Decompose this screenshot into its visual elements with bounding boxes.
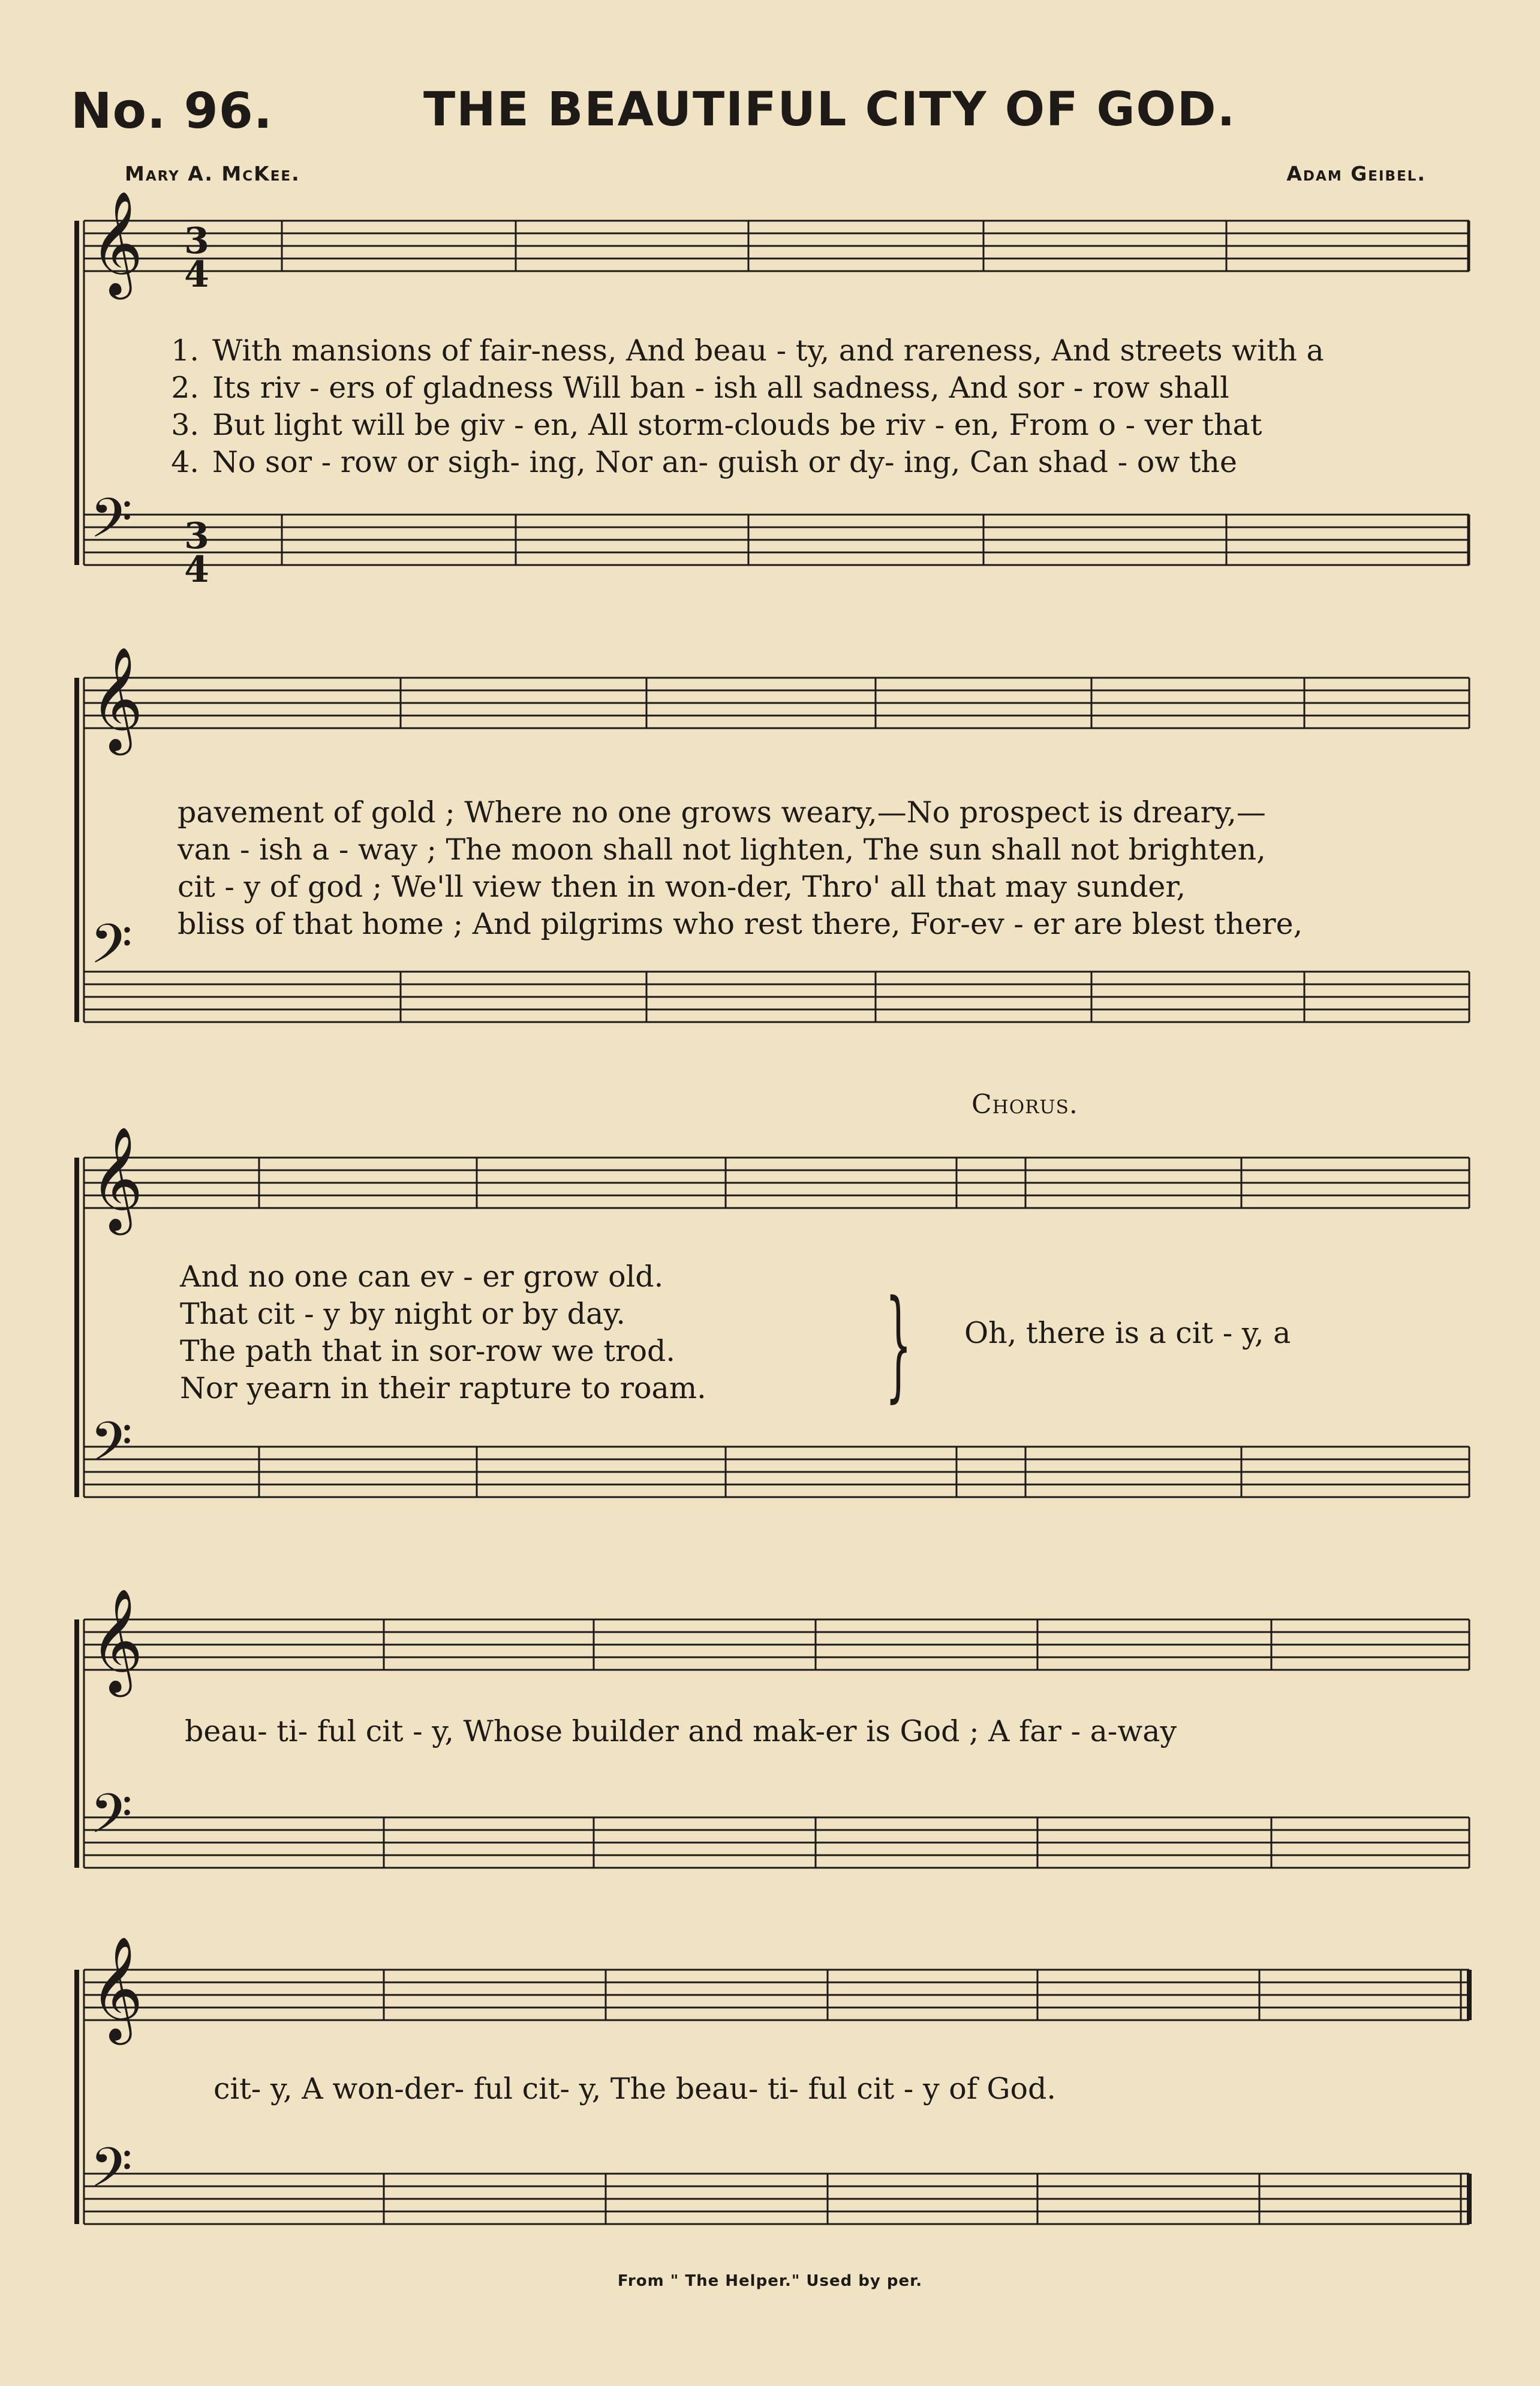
footer-credit: From " The Helper." Used by per. xyxy=(617,2272,923,2290)
lyric-line: pavement of gold ; Where no one grows weary,—No prospect is dreary,— xyxy=(178,795,1266,830)
treble-clef-icon: 𝄞 xyxy=(90,647,143,751)
hymn-title: THE BEAUTIFUL CITY OF GOD. xyxy=(423,83,1237,137)
verse-2-line: 2. Its riv - ers of gladness Will ban - ish all sadness, And sor - row shall xyxy=(171,371,1229,405)
verse-1-line: 1. With mansions of fair-ness, And beau - ty, and rareness, And streets with a xyxy=(171,333,1324,368)
bass-clef-icon: 𝄢 xyxy=(90,2136,133,2213)
composer-credit: Adam Geibel. xyxy=(1286,162,1426,185)
author-credit: Mary A. McKee. xyxy=(125,162,300,185)
lyric-line: bliss of that home ; And pilgrims who rest there, For-ev - er are blest there, xyxy=(178,907,1303,941)
hymn-number: No. 96. xyxy=(71,83,273,140)
lyric-line: And no one can ev - er grow old. xyxy=(180,1260,664,1294)
chorus-label: Chorus. xyxy=(971,1089,1078,1120)
time-signature-bass: 3 4 xyxy=(184,515,209,591)
verse-4-line: 4. No sor - row or sigh- ing, Nor an- guish or dy- ing, Can shad - ow the xyxy=(171,445,1237,479)
lyric-line: That cit - y by night or by day. xyxy=(180,1297,625,1331)
treble-clef-icon: 𝄞 xyxy=(90,1936,143,2041)
bass-clef-icon: 𝄢 xyxy=(90,486,133,563)
time-signature-treble: 3 4 xyxy=(184,220,209,296)
lyric-line: The path that in sor-row we trod. xyxy=(180,1334,675,1368)
treble-clef-icon: 𝄞 xyxy=(90,1126,143,1231)
bass-clef-icon: 𝄢 xyxy=(90,1410,133,1487)
bass-clef-icon: 𝄢 xyxy=(90,1782,133,1859)
chorus-lyric: Oh, there is a cit - y, a xyxy=(964,1316,1291,1350)
lyric-line: Nor yearn in their rapture to roam. xyxy=(180,1371,706,1405)
lyric-line: cit - y of god ; We'll view then in won-der, Thro' all that may sunder, xyxy=(178,870,1186,904)
verse-brace: } xyxy=(885,1275,912,1414)
treble-clef-icon: 𝄞 xyxy=(90,191,143,295)
bass-clef-icon: 𝄢 xyxy=(90,912,133,989)
lyric-line: van - ish a - way ; The moon shall not lighten, The sun shall not brighten, xyxy=(178,833,1266,867)
verse-3-line: 3. But light will be giv - en, All storm-clouds be riv - en, From o - ver that xyxy=(171,408,1262,442)
lyric-line: cit- y, A won-der- ful cit- y, The beau- ti- ful cit - y of God. xyxy=(213,2072,1056,2106)
lyric-line: beau- ti- ful cit - y, Whose builder and mak-er is God ; A far - a-way xyxy=(185,1714,1177,1748)
treble-clef-icon: 𝄞 xyxy=(90,1588,143,1693)
